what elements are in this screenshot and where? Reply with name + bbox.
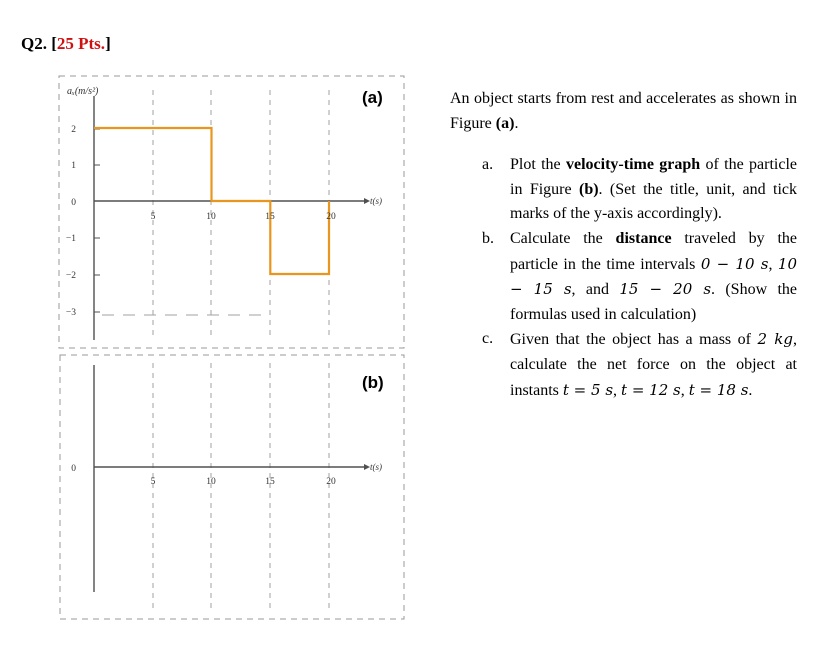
question-parts	[450, 153, 797, 403]
figure-a-y-tick-minus-1: −1	[65, 234, 76, 244]
figure-b-y-tick-0: 0	[71, 464, 76, 474]
figure-b-x-tick-10: 10	[206, 477, 216, 487]
figure-a-y-tick-minus-3: −3	[65, 308, 76, 318]
figure-a-x-tick-20: 20	[326, 212, 336, 222]
instant-2: t = 12 s	[621, 380, 681, 399]
figure-b-x-axis-label: t(s)	[370, 462, 382, 472]
question-points: 25 Pts.	[56, 34, 106, 53]
figure-a-y-tick-2: 2	[71, 125, 76, 135]
figure-a-y-tick-1: 1	[71, 161, 76, 171]
figure-a-y-axis-label: aₓ(m/s²)	[67, 86, 99, 97]
interval-3: 15 − 20 s	[619, 280, 712, 299]
interval-2: 10 − 15 s	[510, 254, 797, 299]
velocity-time-graph-term: velocity-time graph	[566, 156, 701, 174]
part-b: b. Calculate the distance traveled by the particle in the time intervals 0 − 10 s, 10 − 15 s, and 15 − 20 s. (Show the formulas used in calculation)	[450, 227, 797, 327]
figure-b-x-tick-20: 20	[326, 477, 336, 487]
figure-a-panel-label: (a)	[362, 88, 383, 107]
part-b-letter: b.	[482, 229, 494, 247]
part-c: c. Given that the object has a mass of 2 kg, calculate the net force on the object at instants t = 5 s, t = 12 s, t = 18 s.	[450, 327, 797, 403]
distance-term: distance	[615, 229, 672, 247]
figure-a-frame	[59, 76, 404, 348]
figure-a-y-tickmarks	[94, 129, 100, 312]
figure-a-y-tick-minus-2: −2	[65, 271, 76, 281]
question-intro: An object starts from rest and accelerates as shown in Figure (a).	[450, 90, 797, 132]
instant-1: t = 5 s	[562, 380, 614, 399]
figure-a-y-tick-0: 0	[71, 198, 76, 208]
figure-a-x-axis-label: t(s)	[370, 196, 382, 206]
interval-1: 0 − 10 s	[700, 254, 769, 273]
part-a: a. Plot the velocity-time graph of the particle in Figure (b). (Set the title, unit, and tick marks of the y-axis accordingly).	[450, 153, 797, 227]
mass-value: 2 kg	[757, 330, 793, 349]
part-a-letter: a.	[482, 156, 494, 174]
instant-3: t = 18 s	[688, 380, 749, 399]
figure-b-x-tick-15: 15	[265, 477, 275, 487]
figure-b-x-tick-5: 5	[150, 477, 156, 487]
figure-b-gridlines	[150, 363, 329, 612]
figure-a-x-tick-10: 10	[206, 212, 216, 222]
figure-a-x-tick-5: 5	[150, 212, 156, 222]
question-number: Q2. [	[21, 34, 57, 53]
figure-a-reference: (a)	[495, 114, 515, 132]
figure-b-frame	[60, 355, 404, 619]
figure-a-x-tick-15: 15	[265, 212, 275, 222]
question-text	[450, 87, 797, 403]
figure-b-reference: (b)	[578, 180, 599, 198]
question-heading-close: ]	[105, 34, 111, 53]
figure-b-panel-label: (b)	[362, 373, 384, 392]
part-c-letter: c.	[482, 330, 494, 348]
